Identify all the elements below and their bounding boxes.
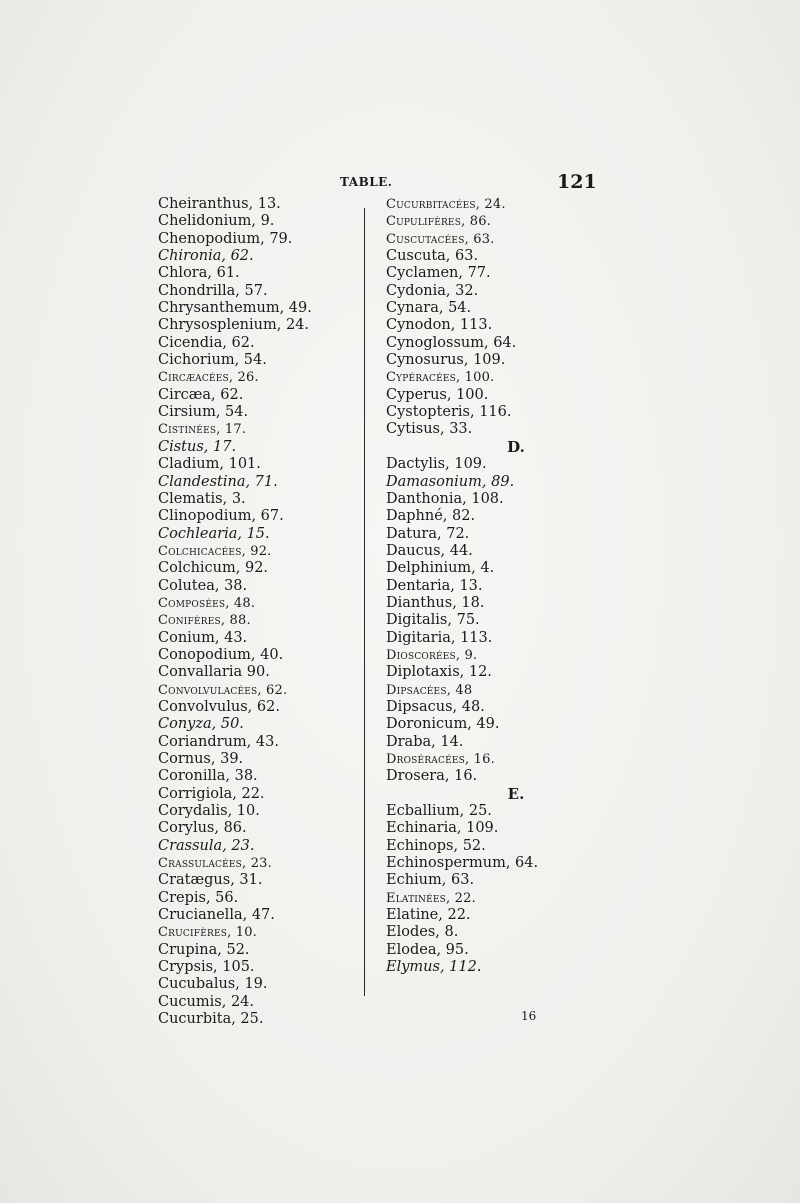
index-entry: Cicendia, 62. <box>158 334 255 351</box>
index-entry: Chondrilla, 57. <box>158 282 268 299</box>
index-entry: Circæacées, 26. <box>158 370 259 386</box>
index-entry: Dianthus, 18. <box>386 594 485 611</box>
index-entry: Cheiranthus, 13. <box>158 196 281 212</box>
index-entry: Cuscuta, 63. <box>386 248 479 265</box>
index-entry: Conifères, 88. <box>158 613 251 629</box>
index-entry: Cirsium, 54. <box>158 404 249 421</box>
index-entry: Doronicum, 49. <box>386 716 500 733</box>
index-entry: Datura, 72. <box>386 525 470 542</box>
index-entry: Cistus, 17. <box>158 438 237 455</box>
index-entry: Corydalis, 10. <box>158 803 260 820</box>
index-entry: Clinopodium, 67. <box>158 508 284 525</box>
index-entry: Elodea, 95. <box>386 941 469 958</box>
index-entry: Cladium, 101. <box>158 456 261 473</box>
index-entry: Cichorium, 54. <box>158 352 267 369</box>
index-entry: Cytisus, 33. <box>386 421 473 438</box>
index-entry: Dipsacées, 48 <box>386 682 473 698</box>
index-entry: Cucumis, 24. <box>158 993 254 1010</box>
index-entry: Echinaria, 109. <box>386 820 499 837</box>
index-entry: Draba, 14. <box>386 733 464 750</box>
index-entry: Composées, 48. <box>158 595 256 611</box>
index-entry: Crucifères, 10. <box>158 925 258 941</box>
index-entry: Cistinées, 17. <box>158 422 247 438</box>
index-entry: Cucurbita, 25. <box>158 1011 264 1028</box>
index-entry: Cynodon, 113. <box>386 317 493 334</box>
index-entry: Chironia, 62. <box>158 248 254 265</box>
index-entry: Elymus, 112. <box>386 959 482 976</box>
index-entry: Corylus, 86. <box>158 820 247 837</box>
index-entry: Coriandrum, 43. <box>158 733 279 750</box>
index-entry: Diplotaxis, 12. <box>386 664 492 681</box>
index-entry: Colutea, 38. <box>158 577 248 594</box>
index-entry: Convallaria 90. <box>158 664 270 681</box>
index-entry: Chrysosplenium, 24. <box>158 317 310 334</box>
index-entry: Cornus, 39. <box>158 751 244 767</box>
index-entry: Cuscutacées, 63. <box>386 231 495 247</box>
running-title: TABLE. <box>340 175 393 189</box>
section-letter: D. <box>507 437 525 456</box>
index-entry: Crupina, 52. <box>158 941 250 958</box>
index-entry: Digitalis, 75. <box>386 612 480 629</box>
index-entry: Cydonia, 32. <box>386 282 479 299</box>
index-entry: Convolvulacées, 62. <box>158 682 288 698</box>
index-column-right <box>386 196 586 976</box>
index-entry: Convolvulus, 62. <box>158 698 280 715</box>
index-entry: Cynosurus, 109. <box>386 352 506 369</box>
index-entry: Chelidonium, 9. <box>158 213 275 230</box>
index-entry: Echinops, 52. <box>386 837 486 854</box>
index-entry: Cypéracées, 100. <box>386 370 495 386</box>
index-entry: Daucus, 44. <box>386 542 473 559</box>
index-entry: Danthonia, 108. <box>386 490 504 507</box>
index-entry: Cynoglossum, 64. <box>386 334 517 351</box>
index-entry: Coronilla, 38. <box>158 768 258 785</box>
index-entry: Cyclamen, 77. <box>386 265 491 282</box>
index-entry: Digitaria, 113. <box>386 629 493 646</box>
index-entry: Cucurbitacées, 24. <box>386 197 506 212</box>
index-entry: Echinospermum, 64. <box>386 855 539 872</box>
column-divider <box>364 208 365 996</box>
index-entry: Droséracées, 16. <box>386 752 495 767</box>
index-entry: Conyza, 50. <box>158 716 244 733</box>
index-entry: Elatinées, 22. <box>386 890 476 906</box>
index-entry: Clematis, 3. <box>158 490 246 507</box>
index-entry: Conopodium, 40. <box>158 646 284 663</box>
index-entry: Crypsis, 105. <box>158 959 255 976</box>
index-entry: Clandestina, 71. <box>158 473 278 490</box>
section-letter: E. <box>507 784 525 803</box>
index-entry: Delphinium, 4. <box>386 560 495 577</box>
index-entry: Cratægus, 31. <box>158 872 263 889</box>
index-entry: Elodes, 8. <box>386 924 459 941</box>
index-entry: Conium, 43. <box>158 629 248 646</box>
index-entry: Crassula, 23. <box>158 837 255 854</box>
index-entry: Dioscorées, 9. <box>386 647 478 663</box>
index-entry: Crucianella, 47. <box>158 907 275 924</box>
index-entry: Colchicacées, 92. <box>158 543 272 559</box>
index-entry: Elatine, 22. <box>386 907 471 924</box>
page-number: 121 <box>557 171 597 193</box>
index-entry: Crepis, 56. <box>158 889 239 906</box>
signature-mark: 16 <box>521 1009 537 1023</box>
index-entry: Cynara, 54. <box>386 300 472 317</box>
index-entry: Dipsacus, 48. <box>386 698 485 715</box>
index-entry: Corrigiola, 22. <box>158 785 265 802</box>
index-entry: Cochlearia, 15. <box>158 525 270 542</box>
index-entry: Circæa, 62. <box>158 386 244 403</box>
index-entry: Cystopteris, 116. <box>386 404 512 421</box>
index-column-left <box>158 196 358 1029</box>
index-entry: Ecballium, 25. <box>386 803 492 820</box>
index-entry: Cucubalus, 19. <box>158 976 268 993</box>
index-entry: Drosera, 16. <box>386 768 478 785</box>
index-entry: Colchicum, 92. <box>158 560 269 577</box>
index-entry: Damasonium, 89. <box>386 473 515 490</box>
index-entry: Cupulifères, 86. <box>386 214 492 230</box>
index-entry: Dactylis, 109. <box>386 456 487 473</box>
index-entry: Chlora, 61. <box>158 265 240 282</box>
index-entry: Chenopodium, 79. <box>158 230 293 247</box>
index-entry: Dentaria, 13. <box>386 577 483 594</box>
index-entry: Cyperus, 100. <box>386 386 489 403</box>
index-entry: Chrysanthemum, 49. <box>158 300 312 317</box>
index-entry: Echium, 63. <box>386 872 475 889</box>
index-entry: Daphné, 82. <box>386 508 476 525</box>
index-entry: Crassulacées, 23. <box>158 856 272 872</box>
